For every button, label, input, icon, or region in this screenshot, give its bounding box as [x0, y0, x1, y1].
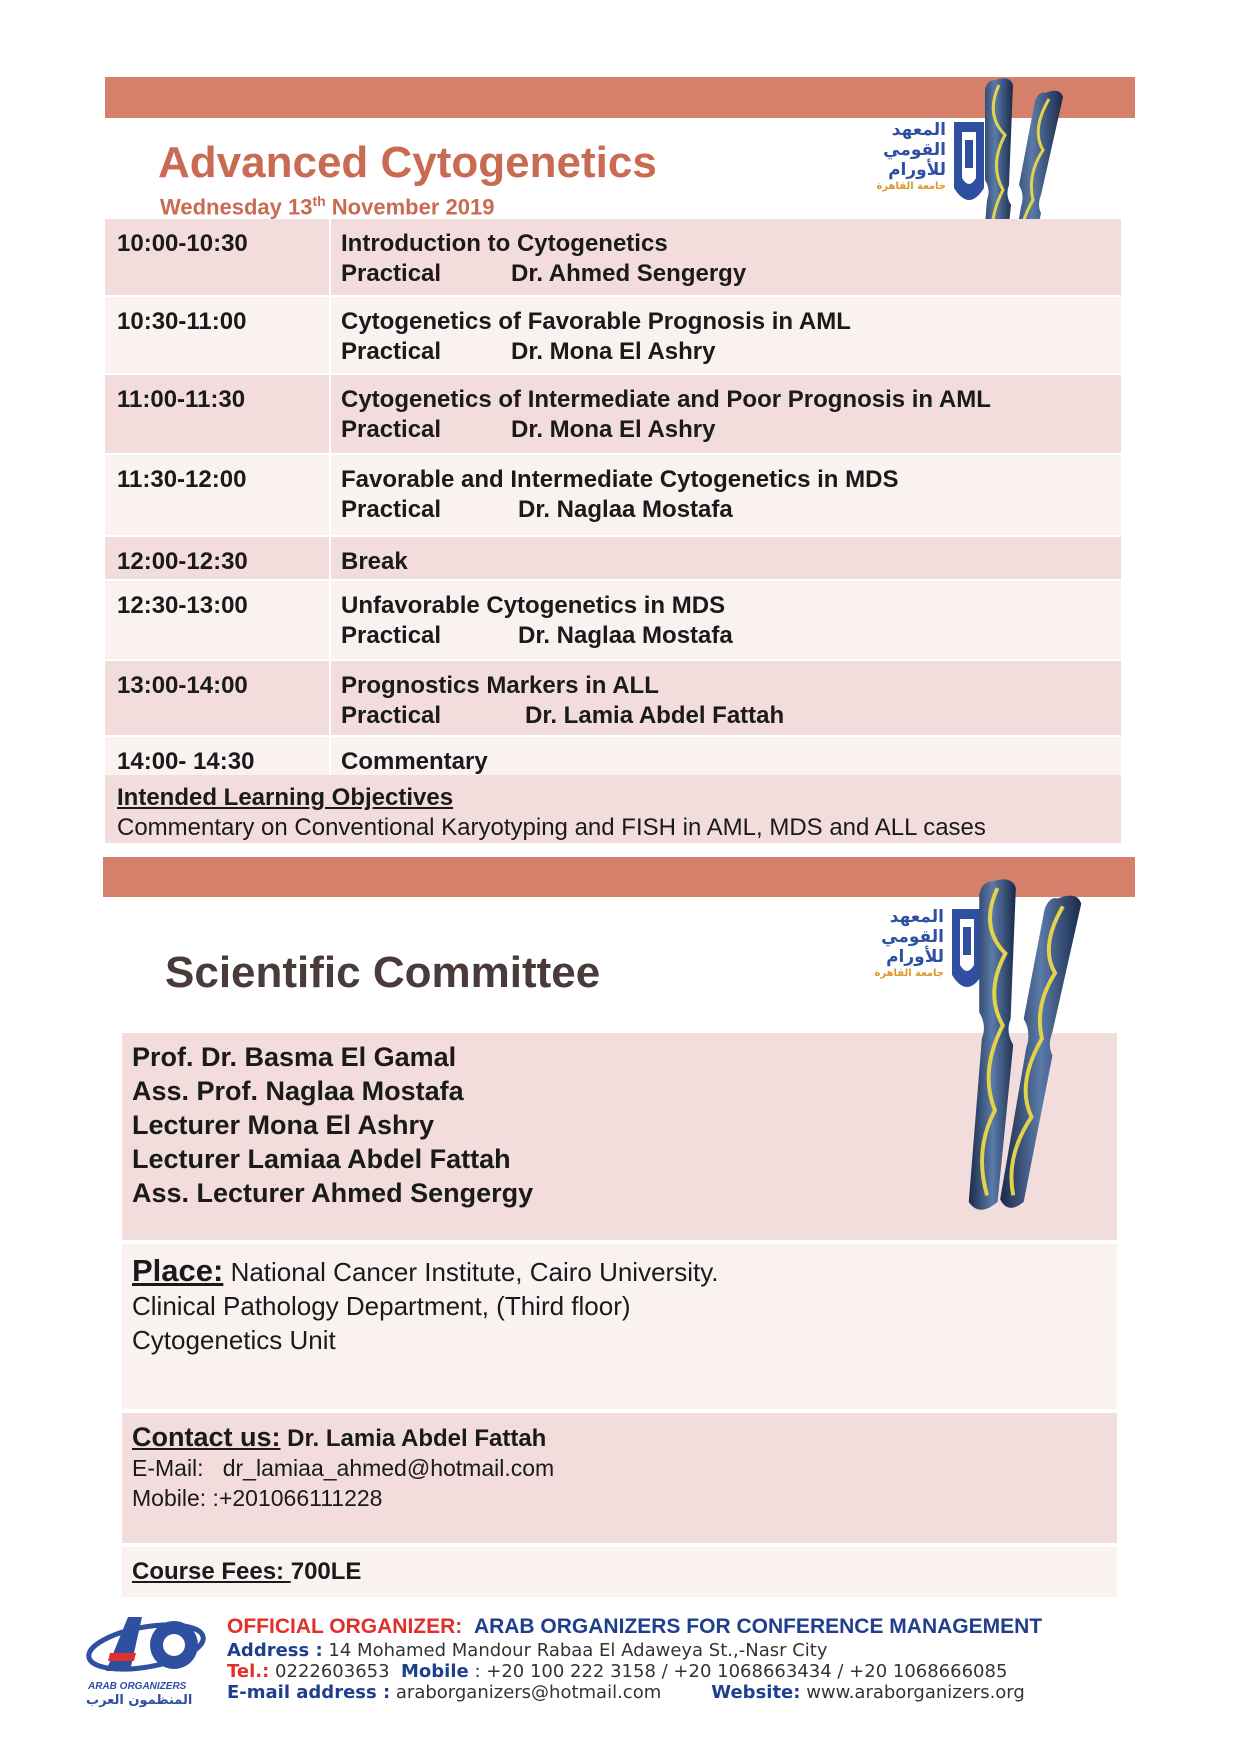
organizer-logo: [86, 1609, 216, 1709]
logo-line-3: للأورام: [888, 160, 946, 180]
objectives-heading: Intended Learning Objectives: [117, 784, 454, 811]
session-type: Practical: [341, 702, 442, 729]
session-speaker: Dr. Ahmed Sengergy: [511, 260, 747, 287]
footer-info: [227, 1614, 1227, 1703]
contact-section: [132, 1422, 554, 1513]
organizer-label: OFFICIAL ORGANIZER:: [227, 1615, 463, 1638]
footer-email-link[interactable]: araborganizers@hotmail.com: [390, 1682, 662, 1703]
mobile-value: : +20 100 222 3158 / +20 1068663434 / +20 1068666085: [468, 1661, 1008, 1682]
committee-member: Ass. Prof. Naglaa Mostafa: [132, 1076, 464, 1106]
organizer-logo-en: ARAB ORGANIZERS: [88, 1681, 187, 1692]
session-topic: Prognostics Markers in ALL: [341, 672, 659, 699]
mobile-label: Mobile: [401, 1661, 469, 1682]
session-details: [331, 455, 1121, 535]
session-details: [331, 375, 1121, 453]
contact-email-link[interactable]: dr_lamiaa_ahmed@hotmail.com: [222, 1455, 555, 1481]
fees-line: [132, 1558, 361, 1586]
session-time: 10:30-11:00: [105, 297, 331, 373]
schedule-row: [105, 297, 1121, 375]
place-department: Clinical Pathology Department, (Third floor): [132, 1291, 631, 1321]
page-title: Advanced Cytogenetics: [158, 138, 657, 187]
date-suffix: th: [312, 193, 326, 209]
schedule-row: [105, 581, 1121, 661]
tel-label: Tel.:: [227, 1661, 270, 1682]
schedule-row: [105, 537, 1121, 581]
session-details: [331, 219, 1121, 295]
date-day: Wednesday 13: [160, 194, 313, 220]
logo-subtitle: جامعة القاهرة: [874, 968, 944, 979]
session-details: [331, 737, 1121, 779]
phone-line: [227, 1661, 1227, 1682]
event-date: [160, 193, 494, 220]
logo-line-2: القومي: [881, 927, 944, 947]
session-details: [331, 297, 1121, 373]
schedule-row: [105, 455, 1121, 537]
website-label: Website:: [711, 1682, 801, 1703]
session-type: Practical: [341, 260, 442, 287]
session-speaker: Dr. Mona El Ashry: [511, 338, 716, 365]
session-details: [331, 537, 1121, 579]
logo-line-1: المعهد: [891, 120, 946, 140]
session-topic: Unfavorable Cytogenetics in MDS: [341, 592, 726, 619]
committee-member: Prof. Dr. Basma El Gamal: [132, 1042, 457, 1072]
committee-title: Scientific Committee: [165, 948, 601, 997]
session-practical: [341, 621, 1111, 651]
session-practical: [341, 337, 1111, 367]
session-type: Practical: [341, 338, 442, 365]
contact-mobile-line: [132, 1484, 554, 1513]
session-practical: [341, 259, 1111, 289]
session-topic: Commentary: [341, 748, 488, 775]
contact-heading: [132, 1422, 554, 1453]
learning-objectives: [105, 775, 1121, 843]
session-speaker: Dr. Naglaa Mostafa: [518, 622, 733, 649]
schedule-row: [105, 661, 1121, 737]
contact-email-line: [132, 1453, 554, 1484]
fees-value: 700LE: [290, 1558, 362, 1585]
objectives-text: Commentary on Conventional Karyotyping and FISH in AML, MDS and ALL cases: [117, 814, 986, 841]
session-topic: Favorable and Intermediate Cytogenetics in MDS: [341, 466, 899, 493]
session-practical: [341, 495, 1111, 525]
committee-member: Ass. Lecturer Ahmed Sengergy: [132, 1178, 534, 1208]
session-topic: Break: [341, 548, 408, 575]
place-institution: National Cancer Institute, Cairo University.: [223, 1257, 719, 1287]
session-type: Practical: [341, 496, 442, 523]
organizer-line: [227, 1614, 1227, 1640]
committee-member: Lecturer Mona El Ashry: [132, 1110, 435, 1140]
session-type: Practical: [341, 622, 442, 649]
place-section: [132, 1253, 719, 1357]
session-time: 11:30-12:00: [105, 455, 331, 535]
date-rest: November 2019: [325, 194, 495, 220]
place-line-1: [132, 1253, 719, 1289]
logo-arabic-text: [870, 120, 946, 194]
logo-line-2: القومي: [883, 140, 946, 160]
website-link[interactable]: www.araborganizers.org: [800, 1682, 1025, 1703]
session-type: Practical: [341, 416, 442, 443]
place-unit: Cytogenetics Unit: [132, 1325, 336, 1355]
session-time: 10:00-10:30: [105, 219, 331, 295]
session-practical: [341, 415, 1111, 445]
address-line: [227, 1640, 1227, 1661]
schedule-table: [105, 219, 1121, 781]
place-label: Place:: [132, 1253, 224, 1288]
session-topic: Cytogenetics of Intermediate and Poor Prognosis in AML: [341, 386, 991, 413]
logo-subtitle: جامعة القاهرة: [876, 181, 946, 192]
email-web-line: [227, 1682, 1227, 1703]
session-details: [331, 661, 1121, 735]
session-time: 12:30-13:00: [105, 581, 331, 659]
organizer-name: ARAB ORGANIZERS FOR CONFERENCE MANAGEMENT: [473, 1615, 1043, 1638]
session-details: [331, 581, 1121, 659]
session-topic: Cytogenetics of Favorable Prognosis in AML: [341, 308, 851, 335]
address-label: Address :: [227, 1640, 323, 1661]
footer-email-label: E-mail address :: [227, 1682, 391, 1703]
ao-logo-icon: [86, 1609, 216, 1681]
schedule-row: [105, 375, 1121, 455]
contact-label: Contact us:: [132, 1422, 281, 1452]
session-time: 14:00- 14:30: [105, 737, 331, 779]
logo-line-1: المعهد: [889, 907, 944, 927]
session-speaker: Dr. Lamia Abdel Fattah: [525, 702, 785, 729]
session-speaker: Dr. Mona El Ashry: [511, 416, 716, 443]
session-time: 12:00-12:30: [105, 537, 331, 579]
contact-mobile: +201066111228: [218, 1485, 383, 1511]
session-practical: [341, 701, 1111, 731]
tel-value: 0222603653: [269, 1661, 390, 1682]
email-label: E-Mail:: [132, 1455, 204, 1481]
session-time: 13:00-14:00: [105, 661, 331, 735]
contact-name: Dr. Lamia Abdel Fattah: [280, 1425, 547, 1452]
organizer-logo-ar: المنظمون العرب: [86, 1693, 193, 1708]
committee-members: [132, 1040, 533, 1210]
mobile-label: Mobile: :: [132, 1485, 219, 1511]
schedule-row: [105, 219, 1121, 297]
address-value: 14 Mohamed Mandour Rabaa El Adaweya St.,-Nasr City: [322, 1640, 828, 1661]
session-topic: Introduction to Cytogenetics: [341, 230, 668, 257]
session-time: 11:00-11:30: [105, 375, 331, 453]
logo-line-3: للأورام: [886, 947, 944, 967]
committee-member: Lecturer Lamiaa Abdel Fattah: [132, 1144, 511, 1174]
session-speaker: Dr. Naglaa Mostafa: [518, 496, 733, 523]
chromosome-illustration-icon: [925, 875, 1125, 1215]
fees-label: Course Fees:: [132, 1558, 291, 1585]
